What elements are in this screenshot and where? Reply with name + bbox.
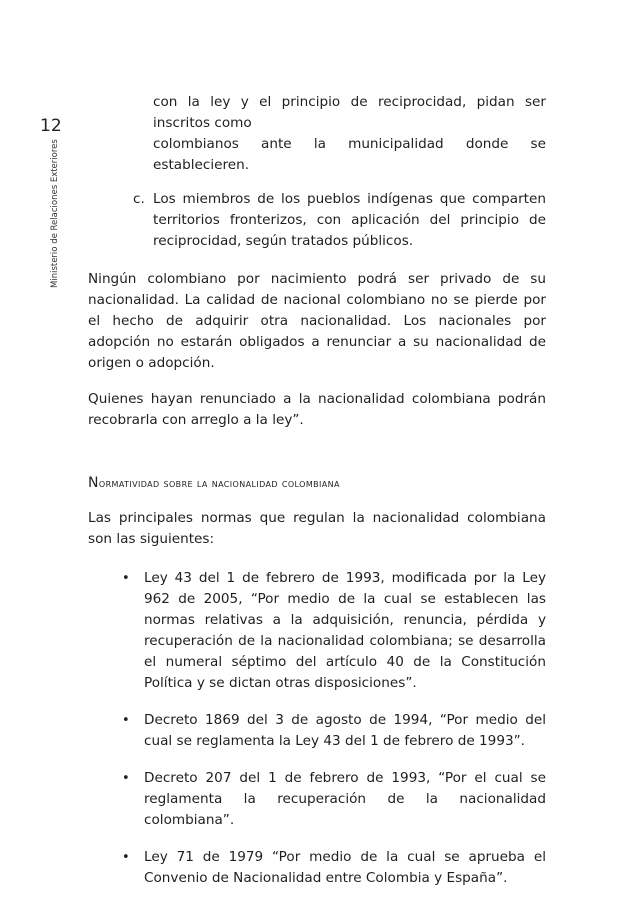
page-number: 12 [40,116,62,136]
section-heading-initial: N [88,475,99,491]
list-item [122,710,546,752]
continued-line-2: colombianos ante la municipalidad donde se establecieren. [153,136,546,173]
list-item-text: Ley 43 del 1 de febrero de 1993, modificada por la Ley 962 de 2005, “Por medio de la cual se establecen las normas relativas a la adquisición, renuncia, pérdida y recuperación de la nacionalidad colombiana; se desarrolla el numeral séptimo del artículo 40 de la Constitución Política y se dictan otras disposiciones”. [144,570,546,691]
list-item-text: Ley 71 de 1979 “Por medio de la cual se aprueba el Convenio de Nacionalidad entre Colombia y España”. [144,849,546,886]
list-item [122,568,546,694]
continued-list-item [153,92,546,176]
norms-list [88,568,546,889]
bullet-icon: • [122,771,130,786]
list-item-c [133,189,546,252]
list-item-c-text: Los miembros de los pueblos indígenas que comparten territorios fronterizos, con aplicación del principio de reciprocidad, según tratados públicos. [153,191,546,249]
paragraph-nationality-loss: Ningún colombiano por nacimiento podrá ser privado de su nacionalidad. La calidad de nacional colombiano no se pierde por el hecho de adquirir otra nacionalidad. Los nacionales por adopción no estarán obligados a renunciar a su nacionalidad de origen o adopción. [88,271,546,371]
paragraph-norms-intro: Las principales normas que regulan la nacionalidad colombiana son las siguientes: [88,510,546,547]
list-marker-c: c. [133,191,145,207]
list-item [122,847,546,889]
paragraph-recovery: Quienes hayan renunciado a la nacionalidad colombiana podrán recobrarla con arreglo a la ley”. [88,391,546,428]
section-heading-rest: ormatividad sobre la nacionalidad colombiana [98,477,340,490]
continued-line-1: con la ley y el principio de reciprocidad, pidan ser inscritos como [153,94,546,131]
bullet-icon: • [122,850,130,865]
list-item-text: Decreto 207 del 1 de febrero de 1993, “Por el cual se reglamenta la recuperación de la nacionalidad colombiana”. [144,770,546,828]
list-item-text: Decreto 1869 del 3 de agosto de 1994, “Por medio del cual se reglamenta la Ley 43 del 1 de febrero de 1993”. [144,712,546,749]
bullet-icon: • [122,713,130,728]
section-heading [88,473,546,494]
list-item [122,768,546,831]
bullet-icon: • [122,571,130,586]
running-header: Ministerio de Relaciones Exteriores [50,139,60,288]
page-content [88,92,546,905]
